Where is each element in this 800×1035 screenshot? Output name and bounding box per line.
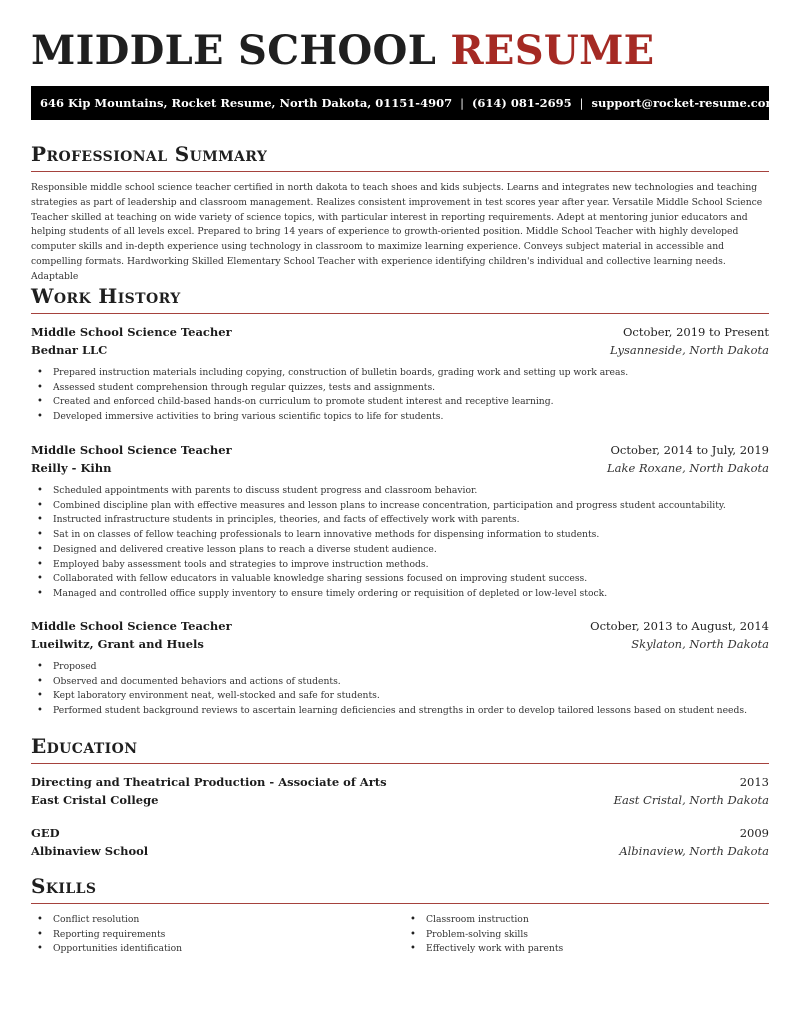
education-school: East Cristal College [31,793,159,807]
list-item: • Instructed infrastructure students in principles, theories, and facts of effectively work with parents. [31,513,769,528]
list-item: • Managed and controlled office supply inventory to ensure timely ordering or requisition of depleted or low-level stock. [31,587,769,602]
title-part-1: MIDDLE SCHOOL [31,27,437,74]
list-item: • Effectively work with parents [404,942,800,957]
list-item: • Observed and documented behaviors and actions of students. [31,675,769,690]
list-item: • Classroom instruction [404,913,800,928]
education-1-school-row [31,791,769,809]
job-1-bullets [31,366,769,425]
contact-separator: | [460,96,464,110]
job-company: Reilly - Kihn [31,461,112,475]
job-2-company-row [31,459,769,477]
summary-heading: Professional Summary [31,141,769,172]
education-heading: Education [31,733,769,764]
job-dates: October, 2013 to August, 2014 [590,619,769,633]
education-year: 2009 [739,826,769,840]
education-school: Albinaview School [31,844,149,858]
contact-separator: | [579,96,584,110]
job-1-company-row [31,341,769,359]
education-degree: Directing and Theatrical Production - Associate of Arts [31,775,387,789]
list-item: • Scheduled appointments with parents to discuss student progress and classroom behavior. [31,484,769,499]
job-dates: October, 2014 to July, 2019 [610,443,769,457]
education-degree: GED [31,826,60,840]
list-item: • Kept laboratory environment neat, well-stocked and safe for students. [31,689,769,704]
list-item: • Developed immersive activities to bring various scientific topics to life for students. [31,410,769,425]
job-location: Skylaton, North Dakota [631,637,769,651]
contact-bar [31,86,778,120]
list-item: • Conflict resolution [31,913,769,928]
skills-heading: Skills [31,873,769,904]
job-1-title-row [31,323,769,341]
job-company: Lueilwitz, Grant and Huels [31,637,204,651]
list-item: • Collaborated with fellow educators in valuable knowledge sharing sessions focused on improving student success. [31,572,769,587]
list-item: • Prepared instruction materials including copying, construction of bulletin boards, grading work and setting up work areas. [31,366,769,381]
list-item: • Proposed [31,660,769,675]
skills-list-right [404,913,800,957]
job-title: Middle School Science Teacher [31,325,232,339]
contact-phone: (614) 081-2695 [471,96,572,110]
job-location: Lake Roxane, North Dakota [607,461,769,475]
job-3-bullets [31,660,769,719]
job-location: Lysanneside, North Dakota [610,343,769,357]
job-2-bullets [31,484,769,602]
list-item: • Employed baby assessment tools and strategies to improve instruction methods. [31,558,769,573]
education-location: Albinaview, North Dakota [619,844,769,858]
list-item: • Designed and delivered creative lesson plans to reach a diverse student audience. [31,543,769,558]
title-part-2: RESUME [450,27,655,74]
work-history-heading: Work History [31,283,769,314]
resume-title [31,28,654,74]
list-item: • Problem-solving skills [404,928,800,943]
job-3-company-row [31,635,769,653]
contact-address: 646 Kip Mountains, Rocket Resume, North Dakota, 01151-4907 [40,96,453,110]
education-1-degree-row [31,773,769,791]
job-dates: October, 2019 to Present [622,325,769,339]
education-2-degree-row [31,824,769,842]
list-item: • Assessed student comprehension through regular quizzes, tests and assignments. [31,381,769,396]
list-item: • Combined discipline plan with effective measures and lesson plans to increase concentration, participation and progress student accountability. [31,499,769,514]
job-2-title-row [31,441,769,459]
job-3-title-row [31,617,769,635]
job-title: Middle School Science Teacher [31,443,232,457]
education-location: East Cristal, North Dakota [613,793,769,807]
list-item: • Performed student background reviews to ascertain learning deficiencies and strengths in order to develop tailored lessons based on student needs. [31,704,769,719]
list-item: • Created and enforced child-based hands-on curriculum to promote student interest and receptive learning. [31,395,769,410]
education-2-school-row [31,842,769,860]
job-company: Bednar LLC [31,343,108,357]
summary-text: Responsible middle school science teacher certified in north dakota to teach shoes and kids subjects. Learns and integrates new technologies and teaching strategies as part of leadership and classroom management. Realizes consistent improvement in test scores year after year. Versatile Middle School Science Teacher skilled at teaching on wide variety of science topics, with particular interest in reporting requirements. Adept at mentoring junior educators and helping students of all levels excel. Prepared to bring 14 years of experience to growth-oriented position. Middle School Teacher with highly developed computer skills and in-depth experience using technology in classroom to maximize learning experience. Conveys subject material in accessible and compelling formats. Hardworking Skilled Elementary School Teacher with experience identifying children's individual and collective learning needs. Adaptable [31,182,763,282]
contact-email: support@rocket-resume.com [591,96,778,110]
job-title: Middle School Science Teacher [31,619,232,633]
list-item: • Reporting requirements [31,928,769,943]
list-item: • Sat in on classes of fellow teaching professionals to learn innovative methods for dispensing information to students. [31,528,769,543]
education-year: 2013 [739,775,769,789]
list-item: • Opportunities identification [31,942,769,957]
